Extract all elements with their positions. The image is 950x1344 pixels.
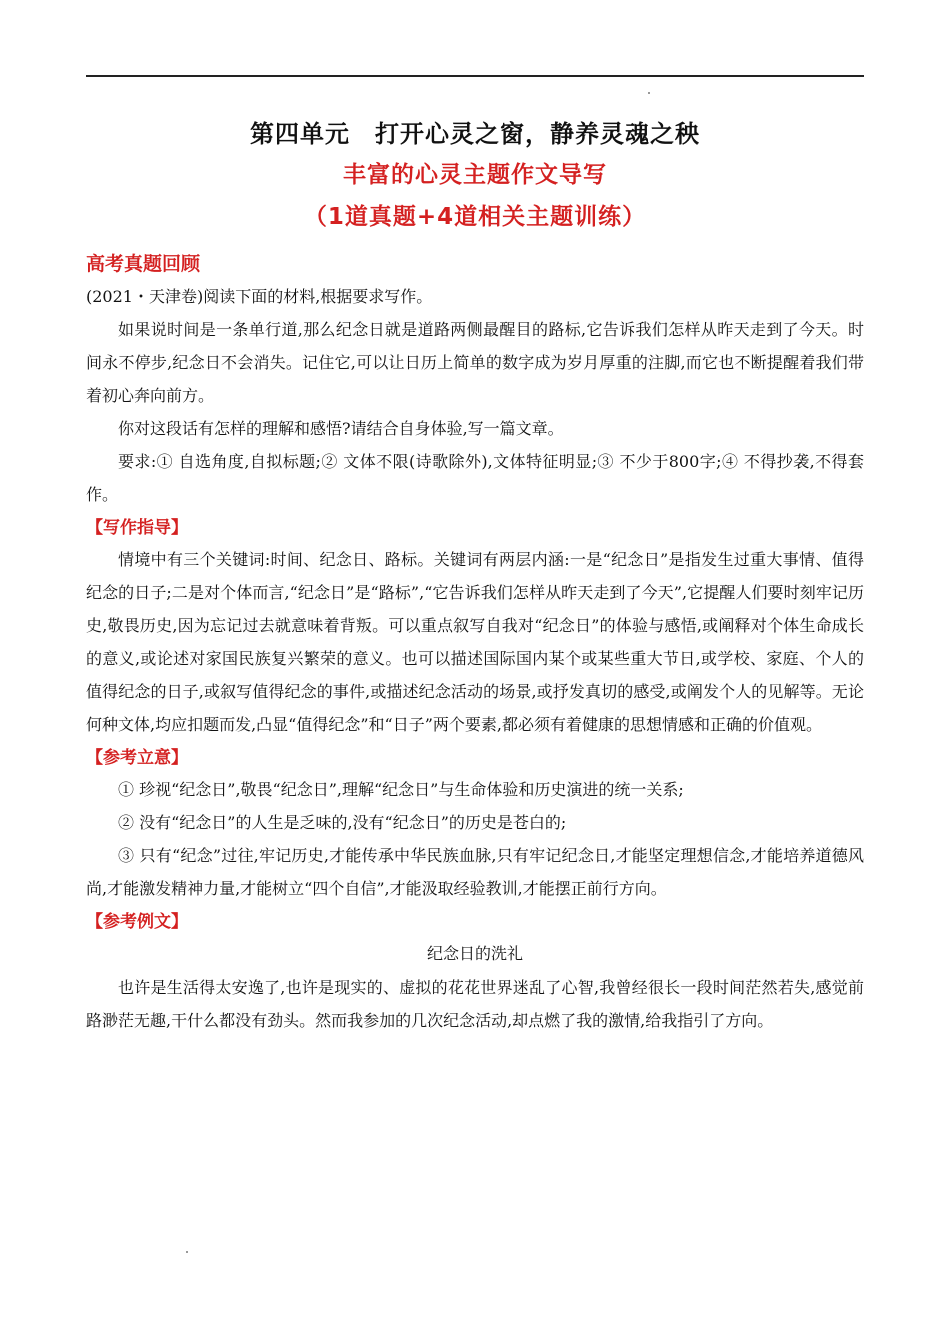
tag-writing-guide: 【写作指导】 bbox=[86, 518, 188, 538]
header-rule bbox=[86, 75, 864, 77]
guide-paragraph: 情境中有三个关键词:时间、纪念日、路标。关键词有两层内涵:一是“纪念日”是指发生过重大事情、值得纪念的日子;二是对个体而言,“纪念日”是“路标”,“它告诉我们怎样从昨天走到了今天”,它提醒人们要时刻牢记历史,敬畏历史,因为忘记过去就意味着背叛。可以重点叙写自我对“纪念日”的体验与感悟,或阐释对个体生命成长的意义,或论述对家国民族复兴繁荣的意义。也可以描述国际国内某个或某些重大节日,或学校、家庭、个人的值得纪念的日子,或叙写值得纪念的事件,或描述纪念活动的场景,或抒发真切的感受,或阐发个人的见解等。无论何种文体,均应扣题而发,凸显“值得纪念”和“日子”两个要素,都必须有着健康的思想情感和正确的价值观。 bbox=[86, 550, 864, 734]
unit-title: 第四单元 打开心灵之窗，静养灵魂之秧 bbox=[250, 120, 700, 148]
exam-source: (2021・天津卷)阅读下面的材料,根据要求写作。 bbox=[86, 287, 433, 306]
subtitle: 丰富的心灵主题作文导写 bbox=[343, 162, 607, 188]
speck-mark bbox=[186, 1251, 188, 1253]
essay-title: 纪念日的洗礼 bbox=[426, 944, 523, 963]
essay-paragraph: 也许是生活得太安逸了,也许是现实的、虚拟的花花世界迷乱了心智,我曾经很长一段时间茫然若失,感觉前路渺茫无趣,干什么都没有劲头。然而我参加的几次纪念活动,却点燃了我的激情,给我指引了方向。 bbox=[86, 978, 864, 1030]
tag-reference-essay: 【参考例文】 bbox=[86, 912, 188, 932]
idea-item: ① 珍视“纪念日”,敬畏“纪念日”,理解“纪念日”与生命体验和历史演进的统一关系; bbox=[118, 780, 684, 799]
exam-requirements: 要求:① 自选角度,自拟标题;② 文体不限(诗歌除外),文体特征明显;③ 不少于800字;④ 不得抄袭,不得套作。 bbox=[86, 452, 864, 504]
section-heading-review: 高考真题回顾 bbox=[86, 253, 201, 275]
speck-mark bbox=[648, 92, 650, 94]
idea-item: ② 没有“纪念日”的人生是乏味的,没有“纪念日”的历史是苍白的; bbox=[118, 813, 567, 832]
tag-reference-ideas: 【参考立意】 bbox=[86, 748, 188, 768]
exam-material: 如果说时间是一条单行道,那么纪念日就是道路两侧最醒目的路标,它告诉我们怎样从昨天走到了今天。时间永不停步,纪念日不会消失。记住它,可以让日历上简单的数字成为岁月厚重的注脚,而它也不断提醒着我们带着初心奔向前方。 bbox=[86, 320, 864, 405]
subtitle-count: （1道真题+4道相关主题训练） bbox=[303, 204, 647, 230]
idea-item: ③ 只有“纪念”过往,牢记历史,才能传承中华民族血脉,只有牢记纪念日,才能坚定理想信念,才能培养道德风尚,才能激发精神力量,才能树立“四个自信”,才能汲取经验教训,才能摆正前行方向。 bbox=[86, 846, 864, 898]
document-body bbox=[86, 114, 864, 1037]
exam-question: 你对这段话有怎样的理解和感悟?请结合自身体验,写一篇文章。 bbox=[118, 419, 564, 438]
